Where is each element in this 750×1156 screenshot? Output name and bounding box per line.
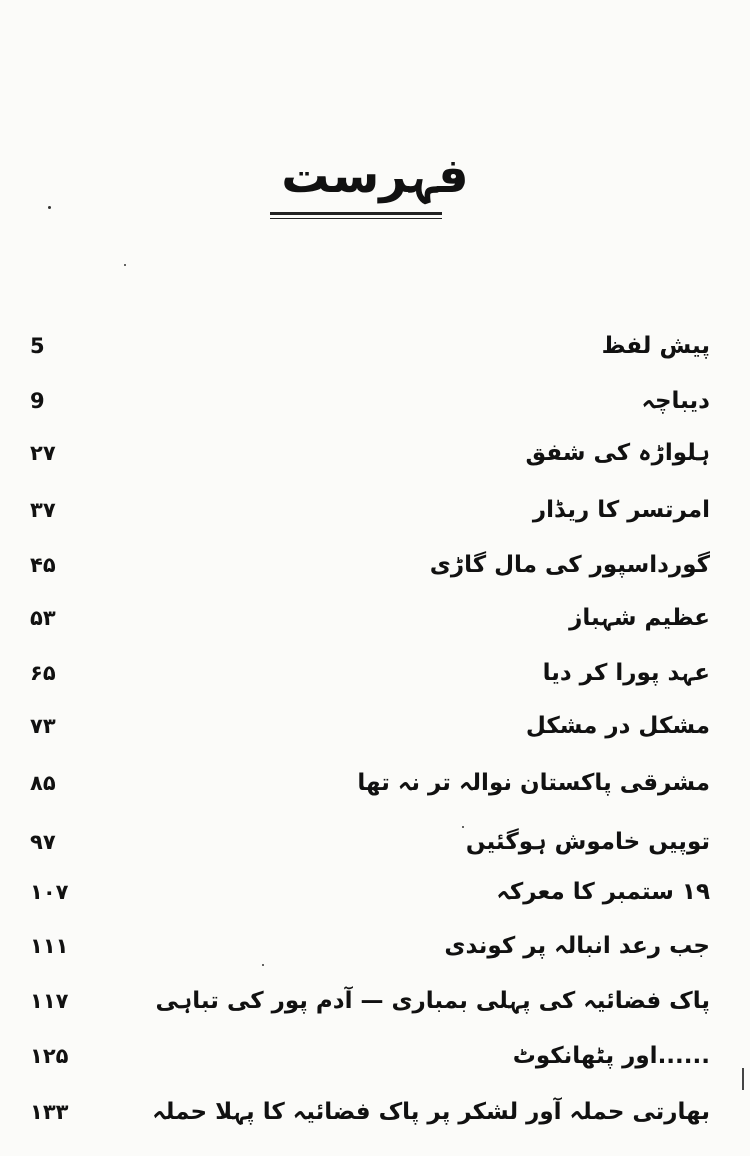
scan-speck — [124, 264, 126, 266]
toc-entry — [30, 598, 710, 638]
toc-entry-title: ۱۹ ستمبر کا معرکہ — [496, 879, 710, 905]
toc-entry-title: توپیں خاموش ہوگئیں — [465, 829, 710, 855]
toc-entry-page: ۲۷ — [30, 441, 56, 465]
toc-entry — [30, 433, 710, 473]
toc-entry-title: امرتسر کا ریڈار — [532, 497, 710, 523]
toc-entry-title: پیش لفظ — [601, 333, 710, 359]
toc-entry-title: بھارتی حملہ آور لشکر پر پاک فضائیہ کا پہلا حملہ — [152, 1099, 710, 1125]
toc-entry — [30, 545, 710, 585]
toc-entry-page: ۱۱۷ — [30, 989, 69, 1013]
toc-entry-title: عظیم شہباز — [569, 605, 710, 631]
toc-entry — [30, 981, 710, 1021]
toc-entry — [30, 1092, 710, 1132]
scan-speck — [462, 826, 464, 828]
toc-entry-title: ......اور پٹھانکوٹ — [512, 1043, 710, 1069]
toc-entry — [30, 1036, 710, 1076]
toc-entry-page: ۱۱۱ — [30, 934, 69, 958]
title-underline-thin — [270, 218, 442, 219]
toc-entry-page: ۳۷ — [30, 498, 56, 522]
toc-entry-title: ہلواڑہ کی شفق — [525, 440, 710, 466]
scan-speck — [262, 964, 264, 966]
toc-entry-title: عہد پورا کر دیا — [542, 660, 710, 686]
title-underline — [270, 212, 442, 215]
toc-entry-page: ۱۲۵ — [30, 1044, 69, 1068]
toc-entry-page: ۷۳ — [30, 714, 56, 738]
toc-entry — [30, 381, 710, 421]
toc-entry-page: ۸۵ — [30, 771, 56, 795]
scan-edge-mark — [742, 1068, 744, 1090]
toc-entry — [30, 822, 710, 862]
toc-entry-title: گورداسپور کی مال گاڑی — [429, 552, 710, 578]
toc-entry-page: ۵۳ — [30, 606, 56, 630]
toc-entry-page: 5 — [30, 334, 45, 358]
toc-entry-title: مشکل در مشکل — [525, 713, 710, 739]
toc-entry — [30, 653, 710, 693]
toc-entry — [30, 926, 710, 966]
toc-entry-title: مشرقی پاکستان نوالہ تر نہ تھا — [357, 770, 710, 796]
toc-entry-page: 9 — [30, 389, 45, 413]
toc-entry-title: جب رعد انبالہ پر کوندی — [444, 933, 710, 959]
toc-entry-page: ۹۷ — [30, 830, 56, 854]
toc-entry-page: ۱۰۷ — [30, 880, 69, 904]
toc-entry — [30, 706, 710, 746]
toc-entry-title: پاک فضائیہ کی پہلی بمباری — آدم پور کی تباہی — [155, 988, 710, 1014]
toc-entry-page: ۶۵ — [30, 661, 56, 685]
toc-entry-title: دیباچہ — [641, 388, 710, 414]
toc-entry-page: ۱۳۳ — [30, 1100, 69, 1124]
toc-entry-page: ۴۵ — [30, 553, 56, 577]
toc-entry — [30, 326, 710, 366]
toc-entry — [30, 763, 710, 803]
toc-entry — [30, 490, 710, 530]
page-title: فہرست — [281, 148, 469, 204]
scan-speck — [48, 206, 51, 209]
toc-entry — [30, 872, 710, 912]
